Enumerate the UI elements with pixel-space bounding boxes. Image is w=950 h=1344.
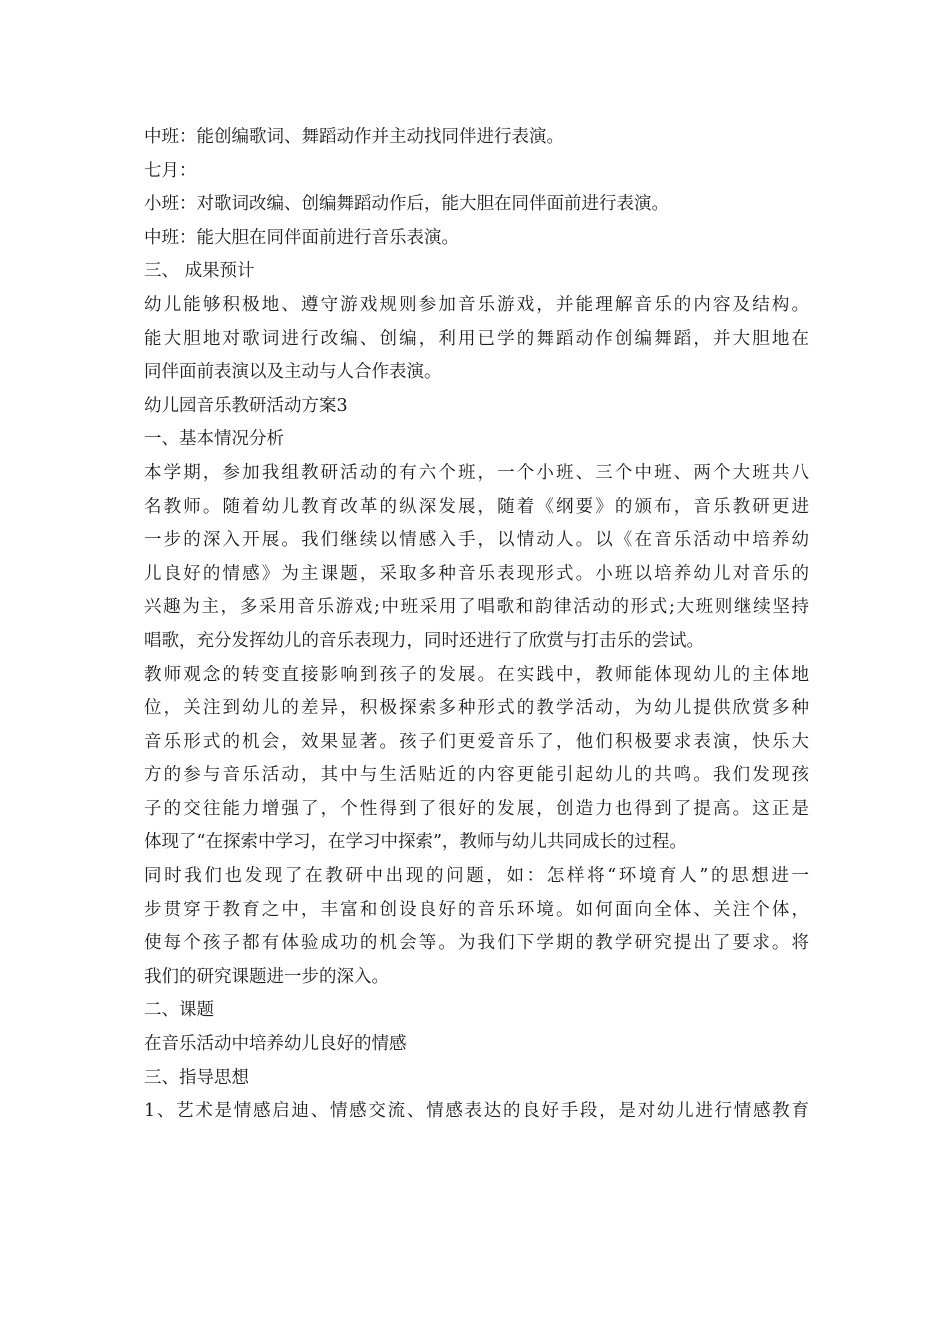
- text-line: 1、艺术是情感启迪、情感交流、情感表达的良好手段，是对幼儿进行情感教育: [144, 1101, 809, 1122]
- document-body: [144, 121, 809, 1129]
- text-line: 位，关注到幼儿的差异，积极探索多种形式的教学活动，为幼儿提供欣赏多种: [144, 698, 809, 719]
- text-line: 方的参与音乐活动，其中与生活贴近的内容更能引起幼儿的共鸣。我们发现孩: [144, 765, 809, 786]
- text-line: 同时我们也发现了在教研中出现的问题，如：怎样将“环境育人”的思想进一: [144, 866, 809, 887]
- text-line: 小班：对歌词改编、创编舞蹈动作后，能大胆在同伴面前进行表演。: [144, 194, 669, 215]
- text-line: 能大胆地对歌词进行改编、创编，利用已学的舞蹈动作创编舞蹈，并大胆地在: [144, 328, 809, 349]
- text-line: 同伴面前表演以及主动与人合作表演。: [144, 362, 442, 383]
- text-line: 儿良好的情感》为主课题，采取多种音乐表现形式。小班以培养幼儿对音乐的: [144, 563, 809, 584]
- text-line: 一、基本情况分析: [144, 429, 284, 450]
- text-line: 使每个孩子都有体验成功的机会等。为我们下学期的教学研究提出了要求。将: [144, 933, 809, 954]
- text-line: 子的交往能力增强了，个性得到了很好的发展，创造力也得到了提高。这正是: [144, 798, 809, 819]
- text-line: 名教师。随着幼儿教育改革的纵深发展，随着《纲要》的颁布，音乐教研更进: [144, 496, 809, 517]
- text-line: 中班：能创编歌词、舞蹈动作并主动找同伴进行表演。: [144, 127, 564, 147]
- text-line: 步贯穿于教育之中，丰富和创设良好的音乐环境。如何面向全体、关注个体，: [144, 899, 809, 920]
- text-line: 音乐形式的机会，效果显著。孩子们更爱音乐了，他们积极要求表演，快乐大: [144, 731, 809, 752]
- text-line: 教师观念的转变直接影响到孩子的发展。在实践中，教师能体现幼儿的主体地: [144, 664, 809, 685]
- text-line: 三、指导思想: [144, 1067, 249, 1088]
- text-line: 二、课题: [144, 1000, 214, 1021]
- text-line: 一步的深入开展。我们继续以情感入手，以情动人。以《在音乐活动中培养幼: [144, 530, 809, 551]
- text-line: 我们的研究课题进一步的深入。: [144, 966, 389, 987]
- text-line: 三、 成果预计: [144, 261, 255, 282]
- text-line: 幼儿能够积极地、遵守游戏规则参加音乐游戏，并能理解音乐的内容及结构。: [144, 294, 809, 315]
- text-line: 唱歌，充分发挥幼儿的音乐表现力，同时还进行了欣赏与打击乐的尝试。: [144, 630, 704, 651]
- text-line: 中班：能大胆在同伴面前进行音乐表演。: [144, 227, 459, 248]
- text-line: 幼儿园音乐教研活动方案3: [144, 395, 348, 416]
- text-line: 体现了“在探索中学习，在学习中探索”，教师与幼儿共同成长的过程。: [144, 832, 687, 853]
- text-line: 本学期，参加我组教研活动的有六个班，一个小班、三个中班、两个大班共八: [144, 462, 809, 483]
- text-line: 七月：: [144, 160, 197, 181]
- text-line: 在音乐活动中培养幼儿良好的情感: [144, 1034, 407, 1055]
- text-line: 兴趣为主，多采用音乐游戏;中班采用了唱歌和韵律活动的形式;大班则继续坚持: [144, 597, 809, 618]
